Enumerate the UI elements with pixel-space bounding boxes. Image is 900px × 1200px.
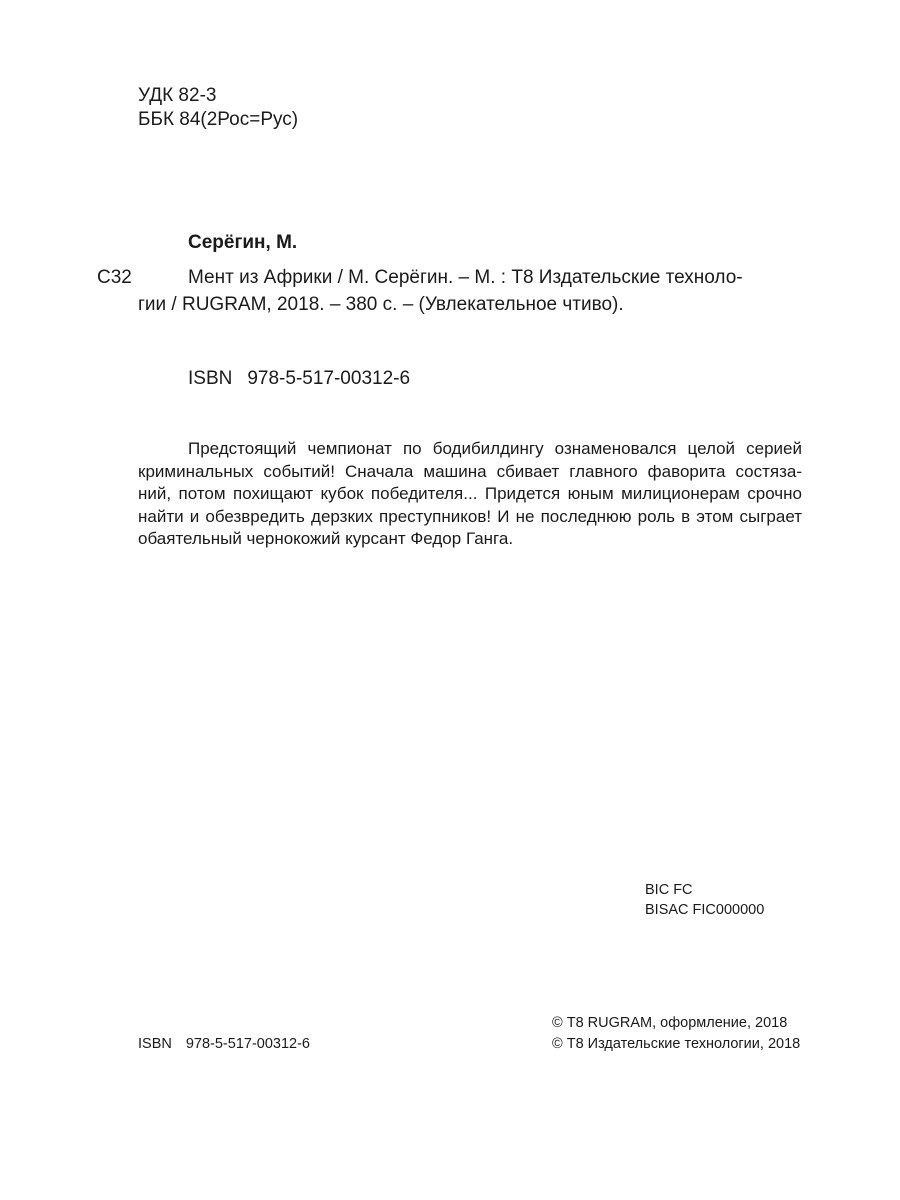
annotation — [138, 438, 802, 551]
footer-isbn-value: 978-5-517-00312-6 — [185, 1036, 310, 1052]
author-heading: Серёгин, М. — [188, 232, 298, 253]
annotation-line: Предстоящий чемпионат по бодибилдингу ознаменовался целой серией — [188, 439, 802, 458]
copyright-t8: © Т8 Издательские технологии, 2018 — [552, 1036, 801, 1052]
annotation-line: найти и обезвредить дерзких преступников! И не последнюю роль в этом сыграет — [138, 506, 802, 526]
udk-code: УДК 82-3 — [138, 85, 217, 106]
isbn-record — [188, 367, 410, 390]
bisac-code: BISAC FIC000000 — [645, 902, 765, 918]
isbn-label: ISBN — [188, 368, 233, 389]
footer-isbn — [138, 1034, 310, 1054]
copyright-rugram: © Т8 RUGRAM, оформление, 2018 — [552, 1015, 788, 1031]
author-sign: С32 — [97, 267, 132, 288]
bibliographic-line-1: Мент из Африки / М. Серёгин. – М. : Т8 Издательские техноло- — [188, 267, 743, 288]
footer-isbn-label: ISBN — [138, 1036, 172, 1052]
bibliographic-line-2: гии / RUGRAM, 2018. – 380 с. – (Увлекательное чтиво). — [138, 294, 624, 315]
isbn-value: 978-5-517-00312-6 — [247, 368, 411, 389]
annotation-line: обаятельный чернокожий курсант Федор Ганга. — [138, 529, 514, 548]
annotation-line: криминальных событий! Сначала машина сбивает главного фаворита состяза- — [138, 461, 802, 481]
bic-code: BIC FC — [645, 882, 693, 898]
bbk-code: ББК 84(2Рос=Рус) — [138, 109, 299, 130]
annotation-line: ний, потом похищают кубок победителя... Придется юным милиционерам срочно — [138, 484, 802, 503]
